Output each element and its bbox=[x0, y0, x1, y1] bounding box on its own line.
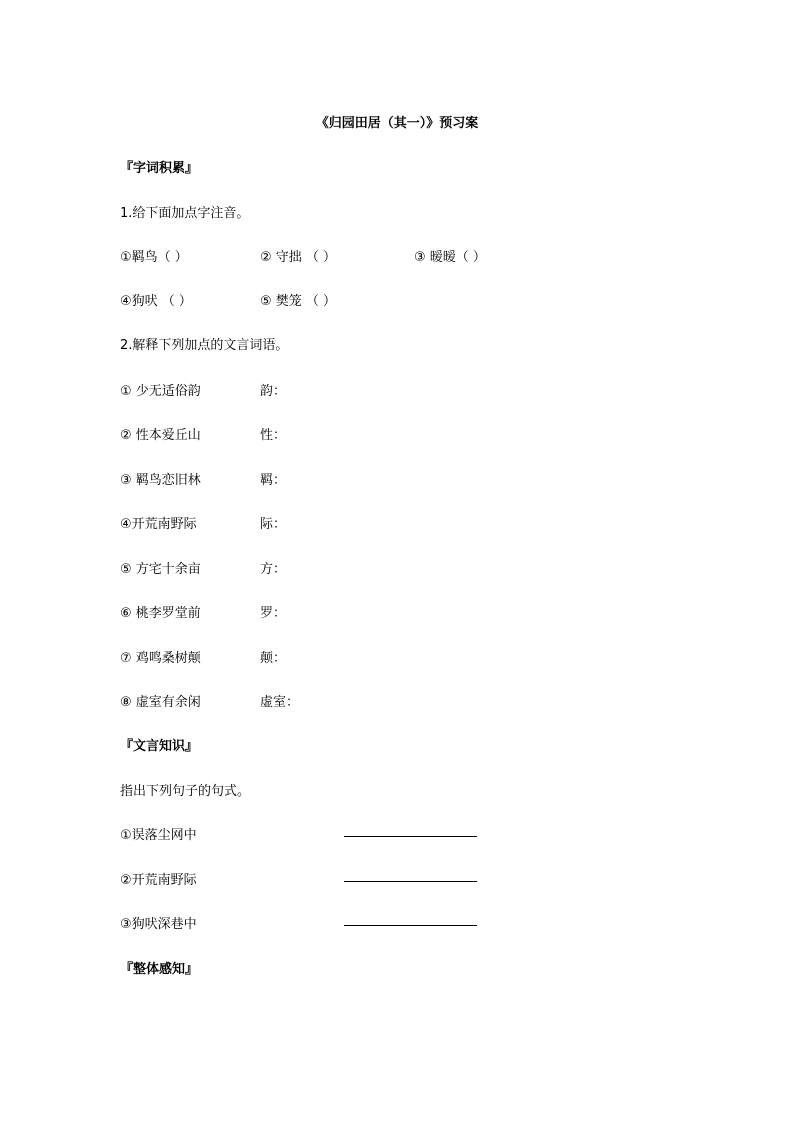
q2-word: 方： bbox=[260, 562, 287, 577]
section-heading-overall-perception: 『整体感知』 bbox=[120, 962, 199, 977]
q2-phrase: ⑧ 虚室有余闲 bbox=[120, 695, 201, 710]
q2-phrase: ① 少无适俗韵 bbox=[120, 384, 201, 399]
sentence-item: ①误落尘网中 bbox=[120, 828, 197, 843]
q1-item: ⑤ 樊笼 （ ） bbox=[260, 294, 337, 309]
q2-word: 虚室： bbox=[260, 695, 300, 710]
q2-word: 性： bbox=[260, 428, 287, 443]
q1-item: ①羁鸟（ ） bbox=[120, 250, 188, 265]
q2-word: 罗： bbox=[260, 606, 287, 621]
q2-word: 韵： bbox=[260, 384, 287, 399]
sentence-item: ②开荒南野际 bbox=[120, 873, 197, 888]
q2-phrase: ③ 羁鸟恋旧林 bbox=[120, 473, 201, 488]
page-title: 《归园田居（其一）》预习案 bbox=[315, 116, 479, 131]
sentence-instruction: 指出下列句子的句式。 bbox=[120, 784, 251, 799]
section-heading-classical-knowledge: 『文言知识』 bbox=[120, 739, 199, 754]
answer-blank bbox=[344, 925, 477, 926]
q2-word: 际： bbox=[260, 517, 287, 532]
q2-phrase: ② 性本爱丘山 bbox=[120, 428, 201, 443]
question-1: 1.给下面加点字注音。 bbox=[120, 206, 250, 221]
q2-phrase: ⑤ 方宅十余亩 bbox=[120, 562, 201, 577]
answer-blank bbox=[344, 881, 477, 882]
section-heading-vocabulary: 『字词积累』 bbox=[120, 161, 199, 176]
answer-blank bbox=[344, 836, 477, 837]
q2-word: 颠： bbox=[260, 651, 287, 666]
sentence-item: ③狗吠深巷中 bbox=[120, 917, 197, 932]
q1-item: ③ 暧暧（ ） bbox=[414, 250, 486, 265]
q2-phrase: ⑦ 鸡鸣桑树颠 bbox=[120, 651, 201, 666]
q1-item: ④狗吠 （ ） bbox=[120, 294, 192, 309]
question-2: 2.解释下列加点的文言词语。 bbox=[120, 338, 289, 353]
q1-item: ② 守拙 （ ） bbox=[260, 250, 337, 265]
q2-phrase: ⑥ 桃李罗堂前 bbox=[120, 606, 201, 621]
q2-phrase: ④开荒南野际 bbox=[120, 517, 197, 532]
q2-word: 羁： bbox=[260, 473, 287, 488]
